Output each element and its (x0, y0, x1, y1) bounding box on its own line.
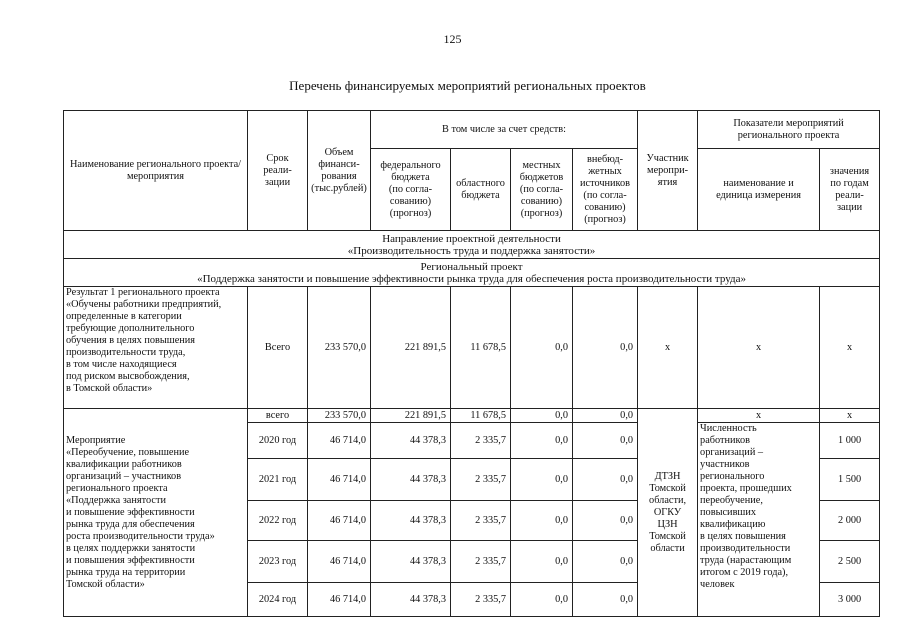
header-volume: Объем финанси- рования (тыс.рублей) (308, 111, 371, 231)
year-federal: 44 378,3 (371, 459, 451, 501)
direction-heading: Направление проектной деятельности «Производительность труда и поддержка занятости» (64, 231, 880, 259)
measure-name: Мероприятие «Переобучение, повышение квалификации работников организаций – участников регионального проекта «Поддержка занятости и повышение эффективности рынка труда для обеспечения роста производительности труда» в целях поддержки занятости и повышения эффективности рынка труда на территории Томской области» (64, 409, 248, 617)
year-federal: 44 378,3 (371, 501, 451, 541)
project-heading: Региональный проект «Поддержка занятости и повышение эффективности рынка труда для обеспечения роста производительности труда» (64, 259, 880, 287)
year-local: 0,0 (511, 583, 573, 617)
result-federal: 221 891,5 (371, 287, 451, 409)
year-local: 0,0 (511, 423, 573, 459)
year-volume: 46 714,0 (308, 423, 371, 459)
header-extra: внебюд- жетных источников (по согла- сованию) (прогноз) (573, 149, 638, 231)
header-indicators: Показатели мероприятий регионального проекта (698, 111, 880, 149)
year-term: 2024 год (248, 583, 308, 617)
year-volume: 46 714,0 (308, 501, 371, 541)
result-participant: х (638, 287, 698, 409)
measure-total-row (64, 409, 880, 423)
year-regional: 2 335,7 (451, 501, 511, 541)
result-local: 0,0 (511, 287, 573, 409)
header-indicator-values: значения по годам реали- зации (820, 149, 880, 231)
header-participant: Участник меропри- ятия (638, 111, 698, 231)
year-local: 0,0 (511, 459, 573, 501)
measure-total-federal: 221 891,5 (371, 409, 451, 423)
year-local: 0,0 (511, 541, 573, 583)
page-number: 125 (443, 32, 462, 46)
measure-total-local: 0,0 (511, 409, 573, 423)
year-federal: 44 378,3 (371, 423, 451, 459)
result-name: Результат 1 регионального проекта «Обучены работники предприятий, определенные в категории требующие дополнительного обучения в целях повышения производительности труда, в том числе находящиеся под риском высвобождения, в Томской области» (64, 287, 248, 409)
year-indicator-value: 1 000 (820, 423, 880, 459)
year-regional: 2 335,7 (451, 541, 511, 583)
year-term: 2020 год (248, 423, 308, 459)
year-extra: 0,0 (573, 423, 638, 459)
result-volume: 233 570,0 (308, 287, 371, 409)
year-indicator-value: 1 500 (820, 459, 880, 501)
measure-indicator-name: Численность работников организаций – участников регионального проекта, прошедших переобучение, повысивших квалификацию в целях повышения производительности труда (нарастающим итогом с 2019 года), человек (698, 423, 820, 617)
year-extra: 0,0 (573, 583, 638, 617)
header-indicator-name: наименование и единица измерения (698, 149, 820, 231)
measure-total-volume: 233 570,0 (308, 409, 371, 423)
year-indicator-value: 2 000 (820, 501, 880, 541)
result-regional: 11 678,5 (451, 287, 511, 409)
year-extra: 0,0 (573, 501, 638, 541)
result-extra: 0,0 (573, 287, 638, 409)
header-including: В том числе за счет средств: (371, 111, 638, 149)
measure-total-extra: 0,0 (573, 409, 638, 423)
result-indicator-value: х (820, 287, 880, 409)
year-indicator-value: 3 000 (820, 583, 880, 617)
measure-participant: ДТЗН Томской области, ОГКУ ЦЗН Томской области (638, 409, 698, 617)
year-regional: 2 335,7 (451, 423, 511, 459)
year-volume: 46 714,0 (308, 583, 371, 617)
result-indicator-name: х (698, 287, 820, 409)
header-local: местных бюджетов (по согла- сованию) (прогноз) (511, 149, 573, 231)
header-regional: областного бюджета (451, 149, 511, 231)
year-indicator-value: 2 500 (820, 541, 880, 583)
header-term: Срок реали- зации (248, 111, 308, 231)
year-local: 0,0 (511, 501, 573, 541)
year-federal: 44 378,3 (371, 541, 451, 583)
year-extra: 0,0 (573, 541, 638, 583)
header-federal: федерального бюджета (по согла- сованию) (прогноз) (371, 149, 451, 231)
header-name: Наименование регионального проекта/ мероприятия (64, 111, 248, 231)
year-regional: 2 335,7 (451, 459, 511, 501)
year-volume: 46 714,0 (308, 541, 371, 583)
year-volume: 46 714,0 (308, 459, 371, 501)
year-term: 2022 год (248, 501, 308, 541)
year-extra: 0,0 (573, 459, 638, 501)
year-federal: 44 378,3 (371, 583, 451, 617)
year-term: 2023 год (248, 541, 308, 583)
measure-total-term: всего (248, 409, 308, 423)
year-regional: 2 335,7 (451, 583, 511, 617)
measure-total-regional: 11 678,5 (451, 409, 511, 423)
document-title: Перечень финансируемых мероприятий региональных проектов (289, 78, 646, 93)
measure-total-indicator-name: х (698, 409, 820, 423)
year-term: 2021 год (248, 459, 308, 501)
financing-table (63, 110, 880, 617)
measure-total-indicator-value: х (820, 409, 880, 423)
result-row (64, 287, 880, 409)
result-term: Всего (248, 287, 308, 409)
